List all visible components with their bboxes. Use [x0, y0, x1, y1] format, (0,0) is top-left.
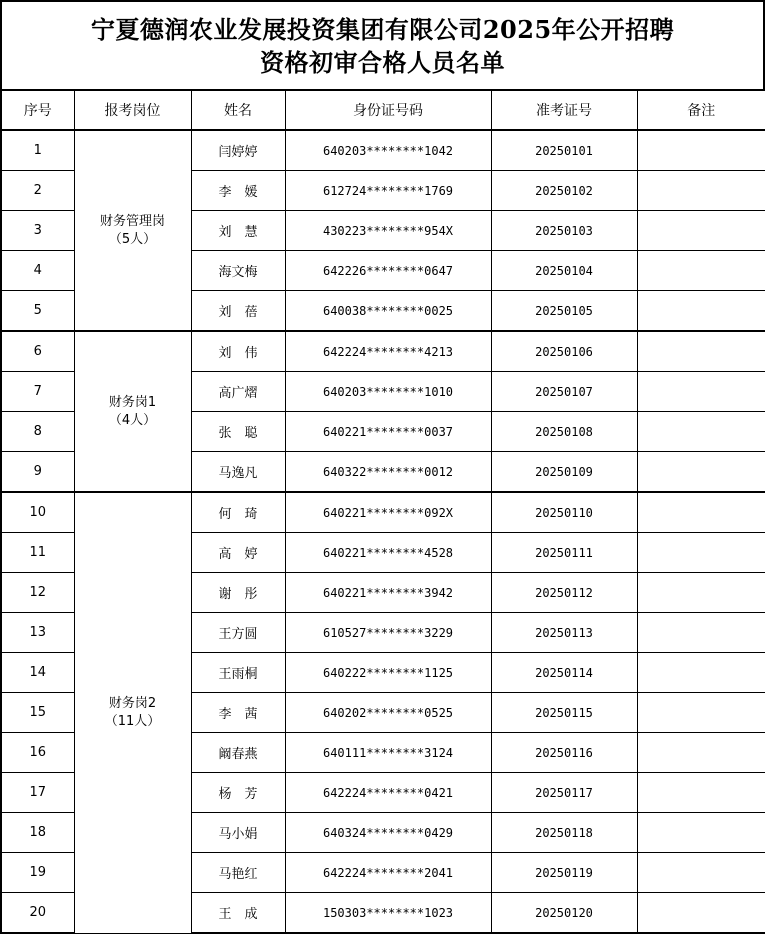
cell-seq: 4: [1, 251, 74, 291]
cell-seq: 16: [1, 733, 74, 773]
cell-post-group-3: [74, 492, 191, 933]
cell-post-group-2: [74, 331, 191, 492]
cell-seq: 19: [1, 853, 74, 893]
header-row: [1, 90, 765, 130]
cell-remark: [637, 372, 765, 412]
title-line-1: 宁夏德润农业发展投资集团有限公司2025年公开招聘: [90, 14, 675, 44]
header-post: 报考岗位: [74, 90, 191, 130]
cell-seq: 11: [1, 533, 74, 573]
cell-ticket: 20250117: [491, 773, 637, 813]
cell-name: 何 琦: [191, 492, 285, 533]
cell-seq: 6: [1, 331, 74, 372]
cell-ticket: 20250102: [491, 171, 637, 211]
cell-name: 高 婷: [191, 533, 285, 573]
cell-id: 640203********1042: [285, 130, 491, 171]
cell-ticket: 20250103: [491, 211, 637, 251]
cell-id: 640202********0525: [285, 693, 491, 733]
cell-id: 640221********4528: [285, 533, 491, 573]
cell-id: 610527********3229: [285, 613, 491, 653]
table-row: [1, 331, 765, 372]
cell-remark: [637, 171, 765, 211]
cell-remark: [637, 893, 765, 934]
cell-id: 640111********3124: [285, 733, 491, 773]
cell-id: 642224********0421: [285, 773, 491, 813]
cell-seq: 3: [1, 211, 74, 251]
table-row: [1, 130, 765, 171]
cell-name: 刘 慧: [191, 211, 285, 251]
cell-id: 642224********4213: [285, 331, 491, 372]
cell-ticket: 20250104: [491, 251, 637, 291]
cell-remark: [637, 412, 765, 452]
cell-name: 马艳红: [191, 853, 285, 893]
cell-id: 640324********0429: [285, 813, 491, 853]
cell-post-group-1: [74, 130, 191, 331]
header-name: 姓名: [191, 90, 285, 130]
cell-ticket: 20250116: [491, 733, 637, 773]
title-box: [0, 0, 765, 89]
cell-id: 640221********0037: [285, 412, 491, 452]
cell-ticket: 20250119: [491, 853, 637, 893]
cell-remark: [637, 251, 765, 291]
candidates-table: [0, 89, 765, 934]
cell-seq: 2: [1, 171, 74, 211]
cell-ticket: 20250120: [491, 893, 637, 934]
cell-ticket: 20250110: [491, 492, 637, 533]
cell-id: 640203********1010: [285, 372, 491, 412]
header-seq: 序号: [1, 90, 74, 130]
cell-id: 150303********1023: [285, 893, 491, 934]
cell-id: 642226********0647: [285, 251, 491, 291]
header-ticket: 准考证号: [491, 90, 637, 130]
post-count: （4人）: [108, 412, 157, 428]
cell-id: 642224********2041: [285, 853, 491, 893]
cell-ticket: 20250108: [491, 412, 637, 452]
cell-name: 高广熠: [191, 372, 285, 412]
cell-id: 640222********1125: [285, 653, 491, 693]
post-count: （5人）: [108, 231, 157, 247]
cell-seq: 5: [1, 291, 74, 332]
cell-name: 马逸凡: [191, 452, 285, 493]
cell-seq: 13: [1, 613, 74, 653]
cell-seq: 14: [1, 653, 74, 693]
cell-id: 640221********092X: [285, 492, 491, 533]
cell-name: 海文梅: [191, 251, 285, 291]
post-name: 财务岗1: [108, 394, 157, 410]
cell-name: 刘 蓓: [191, 291, 285, 332]
table-row: [1, 492, 765, 533]
cell-id: 640038********0025: [285, 291, 491, 332]
cell-seq: 17: [1, 773, 74, 813]
header-remark: 备注: [637, 90, 765, 130]
cell-name: 谢 彤: [191, 573, 285, 613]
cell-remark: [637, 693, 765, 733]
cell-name: 杨 芳: [191, 773, 285, 813]
cell-ticket: 20250111: [491, 533, 637, 573]
cell-name: 刘 伟: [191, 331, 285, 372]
cell-seq: 1: [1, 130, 74, 171]
cell-id: 640322********0012: [285, 452, 491, 493]
cell-remark: [637, 130, 765, 171]
cell-seq: 15: [1, 693, 74, 733]
cell-seq: 12: [1, 573, 74, 613]
cell-name: 王 成: [191, 893, 285, 934]
cell-name: 张 聪: [191, 412, 285, 452]
cell-seq: 9: [1, 452, 74, 493]
post-name: 财务管理岗: [99, 213, 165, 229]
cell-remark: [637, 211, 765, 251]
cell-name: 李 茜: [191, 693, 285, 733]
cell-remark: [637, 813, 765, 853]
title-line-2: 资格初审合格人员名单: [260, 47, 505, 77]
cell-remark: [637, 492, 765, 533]
cell-ticket: 20250105: [491, 291, 637, 332]
cell-name: 马小娟: [191, 813, 285, 853]
cell-remark: [637, 291, 765, 332]
cell-id: 430223********954X: [285, 211, 491, 251]
post-count: （11人）: [104, 713, 161, 729]
cell-ticket: 20250118: [491, 813, 637, 853]
cell-remark: [637, 773, 765, 813]
cell-name: 王方圆: [191, 613, 285, 653]
cell-ticket: 20250106: [491, 331, 637, 372]
cell-remark: [637, 733, 765, 773]
cell-id: 612724********1769: [285, 171, 491, 211]
cell-seq: 10: [1, 492, 74, 533]
cell-ticket: 20250101: [491, 130, 637, 171]
cell-ticket: 20250114: [491, 653, 637, 693]
cell-name: 闫婷婷: [191, 130, 285, 171]
cell-seq: 7: [1, 372, 74, 412]
cell-ticket: 20250112: [491, 573, 637, 613]
post-name: 财务岗2: [108, 695, 157, 711]
cell-remark: [637, 653, 765, 693]
cell-remark: [637, 853, 765, 893]
cell-remark: [637, 533, 765, 573]
cell-id: 640221********3942: [285, 573, 491, 613]
cell-seq: 20: [1, 893, 74, 934]
cell-remark: [637, 331, 765, 372]
cell-name: 阚春燕: [191, 733, 285, 773]
cell-seq: 8: [1, 412, 74, 452]
cell-ticket: 20250107: [491, 372, 637, 412]
cell-ticket: 20250109: [491, 452, 637, 493]
cell-seq: 18: [1, 813, 74, 853]
cell-remark: [637, 452, 765, 493]
cell-name: 王雨桐: [191, 653, 285, 693]
cell-name: 李 媛: [191, 171, 285, 211]
cell-remark: [637, 573, 765, 613]
cell-ticket: 20250113: [491, 613, 637, 653]
header-id: 身份证号码: [285, 90, 491, 130]
cell-ticket: 20250115: [491, 693, 637, 733]
cell-remark: [637, 613, 765, 653]
